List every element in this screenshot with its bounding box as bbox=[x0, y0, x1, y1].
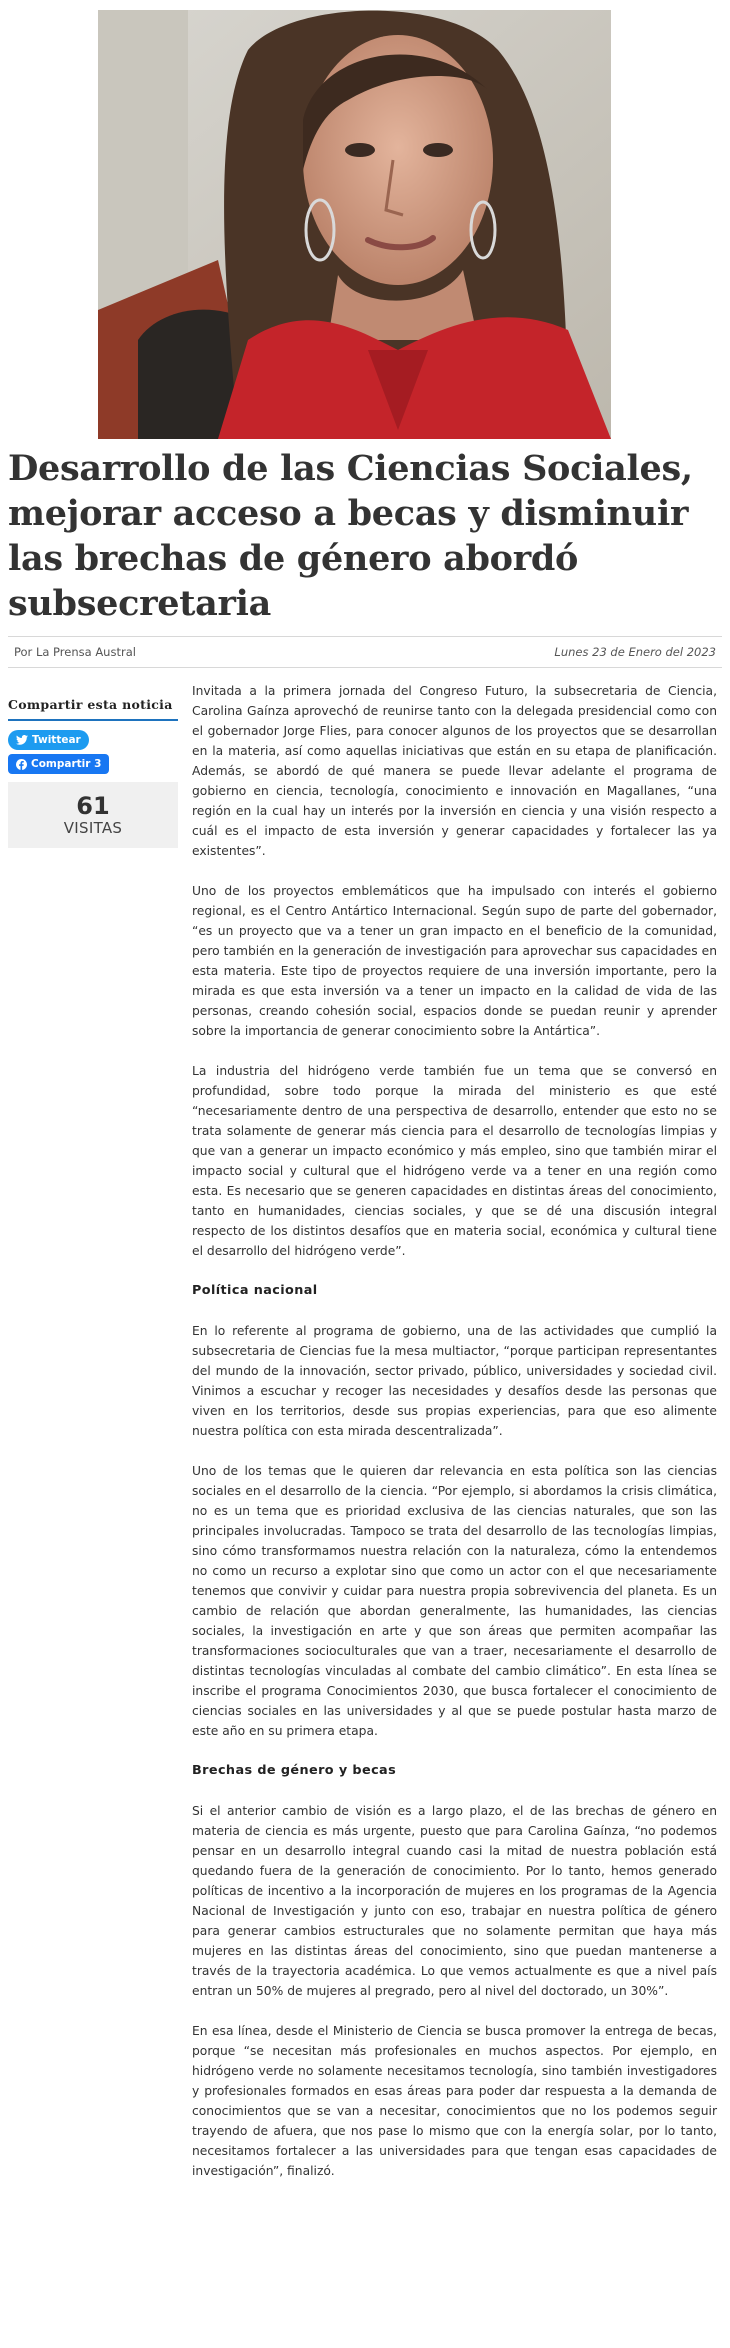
section-heading-politica: Política nacional bbox=[192, 1283, 318, 1298]
article-title: Desarrollo de las Ciencias Sociales, mejorar acceso a becas y disminuir las brechas de género abordó subsecretaria bbox=[8, 448, 693, 624]
article-author: Por La Prensa Austral bbox=[14, 645, 136, 659]
article-body bbox=[192, 681, 717, 2201]
twitter-share-button[interactable] bbox=[8, 730, 89, 750]
section-heading-brechas: Brechas de género y becas bbox=[192, 1763, 397, 1778]
article-paragraph: Uno de los proyectos emblemáticos que ha impulsado con interés el gobierno regional, es el Centro Antártico Internacional. Según supo de parte del gobernador, “es un proyecto que va a tener un gran impacto en el beneficio de la comunidad, pero también en la generación de investigación para aprovechar sus capacidades en esta materia. Este tipo de proyectos requiere de una inversión importante, pero la mirada es que esta inversión va a tener un impacto en la calidad de vida de las personas, creando cohesión social, espacios donde se puedan reunir y aprender sobre la importancia de generar conocimiento sobre la Antártica”. bbox=[192, 884, 717, 1038]
article-date: Lunes 23 de Enero del 2023 bbox=[554, 645, 716, 659]
twitter-bird-icon bbox=[16, 735, 28, 745]
facebook-share-label: Compartir 3 bbox=[31, 758, 102, 770]
twitter-share-label: Twittear bbox=[32, 734, 81, 746]
article-paragraph: La industria del hidrógeno verde también fue un tema que se conversó en profundidad, sobre todo porque la mirada del ministerio es que esté “necesariamente dentro de una perspectiva de desarrollo, entender que esto no se trata solamente de generar más ciencia para el desarrollo de tecnologías limpias y que van a generar un impacto económico y más empleo, sino que también mirar el impacto social y cultural que el hidrógeno verde va a tener en una región como esta. Es necesario que se generen capacidades en distintas áreas del conocimiento, tanto en humanidades, ciencias sociales, y que se dé una discusión integral respecto de los distintos desafíos que en materia social, económica y cultural tiene el desarrollo del hidrógeno verde”. bbox=[192, 1064, 717, 1258]
share-title: Compartir esta noticia bbox=[8, 697, 178, 721]
article-paragraph: En esa línea, desde el Ministerio de Ciencia se busca promover la entrega de becas, porque “se necesitan más profesionales en muchos aspectos. Por ejemplo, en hidrógeno verde no solamente necesitamos tecnología, sino también investigadores y profesionales formados en esas áreas para poder dar respuesta a la demanda de conocimientos que se van a necesitar, conocimientos que no los podemos seguir trayendo de afuera, que nos pase lo mismo que con la energía solar, por lo tanto, necesitamos fortalecer a las universidades para que tengan esas capacidades de investigación”, finalizó. bbox=[192, 2024, 717, 2178]
article-paragraph: Si el anterior cambio de visión es a largo plazo, el de las brechas de género en materia de ciencia es más urgente, puesto que para Carolina Gaínza, “no podemos pensar en un desarrollo integral cuando casi la mitad de nuestra población está quedando fuera de la generación de conocimiento. Por lo tanto, hemos generado políticas de incentivo a la incorporación de mujeres en los programas de la Agencia Nacional de Investigación y junto con eso, trabajar en nuestra política de género para generar cambios estructurales que no solamente permitan que haya más mujeres en las distintas áreas del conocimiento, sino que puedan mantenerse a través de la trayectoria académica. Lo que vemos actualmente es que a nivel país entran un 50% de mujeres al pregrado, pero al nivel del doctorado, un 30%”. bbox=[192, 1804, 717, 1998]
article-paragraph: Uno de los temas que le quieren dar relevancia en esta política son las ciencias sociales en el desarrollo de la ciencia. “Por ejemplo, si abordamos la crisis climática, no es un tema que es prioridad exclusiva de las ciencias naturales, que son las principales involucradas. Tampoco se trata del desarrollo de las tecnologías limpias, sino cómo transformamos nuestra relación con la naturaleza, cómo la entendemos no como un recurso a explotar sino que como un actor con el que necesariamente tenemos que convivir y cuidar para nuestra propia sobrevivencia del planeta. Es un cambio de relación que abordan generalmente, las humanidades, las ciencias sociales, la investigación en arte y que son áreas que permiten acompañar las transformaciones socioculturales que van a traer, necesariamente el desarrollo de distintas tecnologías vinculadas al combate del cambio climático”. En esta línea se inscribe el programa Conocimientos 2030, que busca fortalecer el conocimiento de ciencias sociales en las universidades y al que se puede postular hasta marzo de este año en su primera etapa. bbox=[192, 1464, 717, 1738]
article-paragraph: Invitada a la primera jornada del Congreso Futuro, la subsecretaria de Ciencia, Carolina Gaínza aprovechó de reunirse tanto con la delegada presidencial como con el gobernador Jorge Flies, para conocer algunos de los proyectos que se desarrollan en la materia, así como aquellas iniciativas que están en su etapa de planificación. Además, se abordó de qué manera se puede llevar adelante el programa de gobierno en ciencia, tecnología, conocimiento e innovación en Magallanes, “una región en la cual hay un interés por la inversión en ciencia y una visión respecto a cuál es el impacto de esta inversión y generar capacidades y fortalecer las ya existentes”. bbox=[192, 684, 717, 858]
facebook-share-button[interactable] bbox=[8, 754, 109, 774]
article-meta bbox=[8, 636, 722, 668]
portrait-image bbox=[98, 10, 611, 439]
visits-counter bbox=[8, 782, 178, 848]
visits-count: 61 bbox=[76, 792, 110, 820]
share-sidebar bbox=[8, 697, 178, 848]
facebook-icon bbox=[16, 759, 27, 770]
article-paragraph: En lo referente al programa de gobierno, una de las actividades que cumplió la subsecretaria de Ciencias fue la mesa multiactor, “porque participan representantes del mundo de la innovación, sector privado, público, universidades y sociedad civil. Vinimos a escuchar y recoger las necesidades y desafíos desde las personas que viven en los territorios, desde sus propias experiencias, para que eso alimente nuestra política con esta mirada descentralizada”. bbox=[192, 1324, 717, 1438]
article-photo bbox=[98, 10, 611, 439]
visits-label: VISITAS bbox=[63, 819, 123, 837]
